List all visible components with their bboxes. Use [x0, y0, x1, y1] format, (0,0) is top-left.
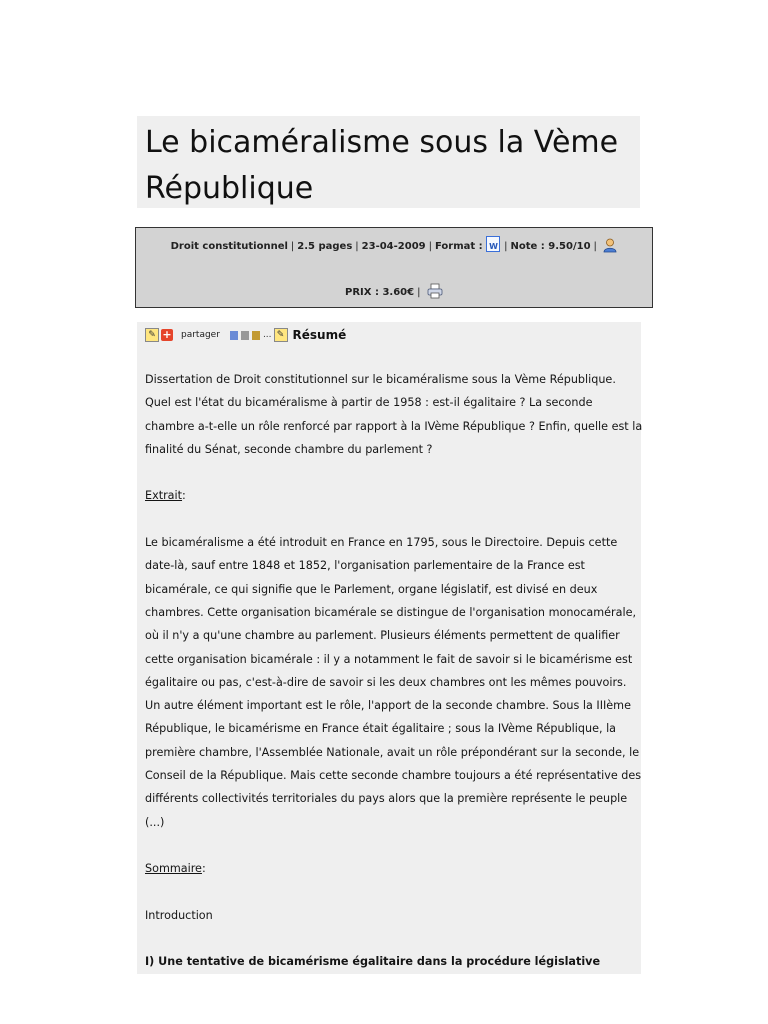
publish-date: 23-04-2009	[361, 241, 426, 252]
separator: |	[355, 241, 359, 252]
summary-heading: Résumé	[292, 328, 347, 342]
excerpt-colon: :	[182, 489, 186, 503]
pages-count: 2.5 pages	[297, 241, 353, 252]
separator: |	[428, 241, 432, 252]
excerpt-heading	[145, 484, 645, 507]
separator: |	[593, 241, 597, 252]
bookmark-icon[interactable]: ✎	[145, 328, 159, 342]
separator: |	[504, 241, 508, 252]
price-line	[136, 283, 652, 306]
bookmark-icon[interactable]: ✎	[274, 328, 288, 342]
add-icon[interactable]: +	[162, 328, 172, 341]
excerpt-label: Extrait	[145, 489, 183, 503]
word-document-icon[interactable]	[486, 236, 500, 252]
page-title: Le bicaméralisme sous la Vème République	[145, 125, 619, 206]
separator: |	[290, 241, 295, 252]
separator: |	[417, 287, 421, 298]
content-panel	[137, 322, 641, 974]
delicious-icon[interactable]	[230, 331, 238, 340]
user-icon[interactable]	[603, 238, 617, 260]
category-label: Droit constitutionnel	[170, 241, 288, 252]
digg-icon[interactable]	[241, 331, 249, 340]
share-toolbar	[145, 327, 346, 343]
document-body	[145, 368, 645, 974]
outline-colon: :	[201, 862, 206, 876]
summary-paragraph: Dissertation de Droit constitutionnel sur le bicaméralisme sous la Vème République. Quel est l'état du bicaméralisme à partir de 1958 : est-il égalitaire ? La seconde chambre a-t-elle un rôle renforcé par rapport à la IVème République ? Enfin, quelle est la finalité du Sénat, seconde chambre du parlement ?	[145, 373, 643, 456]
share-button[interactable]: partager	[181, 330, 220, 340]
excerpt-paragraph: Le bicaméralisme a été introduit en France en 1795, sous le Directoire. Depuis cette date-là, sauf entre 1848 et 1852, l'organisation parlementaire de la France est bicamérale, ce qui signifie que le Parlement, organe législatif, est divisé en deux chambres. Cette organisation bicamérale se distingue de l'organisation monocamérale, où il n'y a qu'une chambre au parlement. Plusieurs éléments permettent de qualifier cette organisation bicamérale : il y a notamment le fait de savoir si le bicamérisme est égalitaire ou pas, c'est-à-dire de savoir si les deux chambres ont les mêmes pouvoirs. Un autre élément important est le rôle, l'apport de la seconde chambre. Sous la IIIème République, le bicamérisme en France était égalitaire ; sous la IVème République, la première chambre, l'Assemblée Nationale, avait un rôle prépondérant sur la seconde, le Conseil de la République. Mais cette seconde chambre toujours a été représentative des différents collectivités territoriales du pays alors que la première représente le peuple (...)	[145, 536, 642, 829]
outline-label: Sommaire	[145, 862, 202, 876]
title-block	[137, 116, 640, 208]
outline-introduction: Introduction	[145, 908, 213, 922]
outline-heading	[145, 857, 645, 880]
price-label: PRIX : 3.60€	[345, 287, 415, 298]
rating-note: Note : 9.50/10	[510, 241, 591, 252]
document-info-line	[136, 236, 652, 260]
more-icon[interactable]: ...	[262, 330, 272, 340]
social-icon[interactable]	[252, 331, 260, 340]
document-info-box	[135, 227, 653, 308]
format-label: Format :	[435, 241, 483, 252]
outline-part-1: I) Une tentative de bicamérisme égalitaire dans la procédure législative	[145, 955, 601, 969]
printer-icon[interactable]	[427, 283, 443, 306]
